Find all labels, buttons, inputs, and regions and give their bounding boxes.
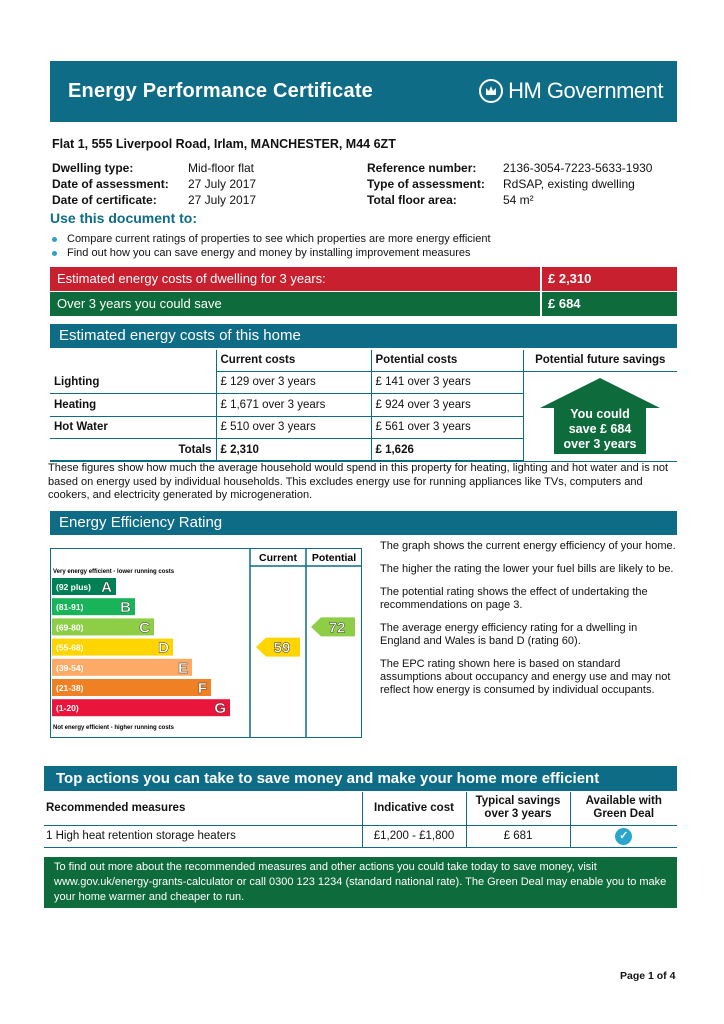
col-typical-savings-line1: Typical savings — [475, 795, 561, 808]
estimated-cost-value: £ 2,310 — [540, 267, 677, 291]
property-address: Flat 1, 555 Liverpool Road, Irlam, MANCHESTER, M44 6ZT — [52, 137, 396, 151]
meta-value: 2136-3054-7223-5633-1930 — [503, 161, 653, 175]
savings-label: Over 3 years you could save — [57, 296, 222, 311]
cost-current: £ 1,671 over 3 years — [216, 394, 371, 417]
costs-table — [50, 350, 677, 462]
measure-name: 1 High heat retention storage heaters — [44, 825, 362, 847]
meta-label: Date of certificate: — [52, 193, 157, 207]
totals-label: Totals — [50, 439, 216, 462]
cost-item: Lighting — [50, 371, 216, 394]
col-current-costs: Current costs — [216, 350, 371, 371]
hm-government-text: HM Government — [508, 78, 663, 103]
estimated-cost-bar — [50, 267, 677, 291]
meta-label: Total floor area: — [367, 193, 457, 207]
current-rating-value: 59 — [273, 639, 291, 657]
hm-government-logo — [478, 78, 663, 104]
rating-band-range: (55-68) — [56, 642, 84, 653]
actions-heading: Top actions you can take to save money and make your home more efficient — [44, 766, 677, 791]
col-recommended-measures: Recommended measures — [44, 792, 362, 825]
potential-rating-value: 72 — [328, 619, 346, 637]
rating-band-letter: G — [214, 700, 226, 718]
cost-current: £ 510 over 3 years — [216, 416, 371, 439]
rating-band-range: (69-80) — [56, 622, 84, 633]
meta-value: 54 m² — [503, 193, 534, 207]
table-header-blank — [50, 350, 216, 371]
actions-table — [44, 792, 677, 848]
meta-label: Type of assessment: — [367, 177, 485, 191]
rating-top-note: Very energy efficient - lower running costs — [53, 569, 175, 575]
use-document-title: Use this document to: — [50, 210, 198, 226]
list-item — [52, 232, 491, 246]
rating-band-letter: E — [177, 659, 188, 677]
col-green-deal-line1: Available with — [585, 795, 662, 808]
rating-bottom-note: Not energy efficient - higher running costs — [53, 725, 175, 731]
rating-band-range: (39-54) — [56, 662, 84, 673]
rating-explanation — [380, 540, 676, 707]
cost-potential: £ 561 over 3 years — [371, 416, 523, 439]
meta-label: Dwelling type: — [52, 161, 134, 175]
document-title: Energy Performance Certificate — [68, 80, 374, 102]
meta-label: Reference number: — [367, 161, 477, 175]
col-green-deal — [570, 792, 677, 825]
table-row — [44, 825, 677, 847]
rating-chart — [50, 548, 362, 738]
cost-item: Heating — [50, 394, 216, 417]
bullet-icon — [52, 237, 57, 242]
savings-arrow-icon — [524, 372, 676, 458]
rating-band-range: (1-20) — [56, 703, 79, 714]
measure-savings: £ 681 — [466, 825, 570, 847]
future-savings-cell — [523, 371, 677, 461]
savings-line-3: over 3 years — [563, 436, 636, 451]
col-green-deal-line2: Green Deal — [593, 808, 655, 821]
check-icon: ✓ — [615, 828, 632, 845]
meta-value: Mid-floor flat — [188, 161, 255, 175]
rating-paragraph: The graph shows the current energy efficiency of your home. — [380, 540, 676, 552]
rating-paragraph: The higher the rating the lower your fuel bills are likely to be. — [380, 563, 674, 575]
meta-value: 27 July 2017 — [188, 177, 257, 191]
rating-band-letter: F — [197, 680, 207, 697]
actions-footer: To find out more about the recommended measures and other actions you could take today to save money, visit www.gov.uk/energy-grants-calculator or call 0300 123 1234 (standard national rate). The Green Deal may enable you to make your home warmer and cheaper to run. — [44, 857, 677, 908]
rating-col-current: Current — [259, 552, 297, 564]
totals-potential: £ 1,626 — [371, 439, 523, 462]
list-item — [52, 246, 491, 260]
meta-value: 27 July 2017 — [188, 193, 257, 207]
rating-band-letter: B — [120, 599, 131, 617]
meta-value: RdSAP, existing dwelling — [503, 177, 635, 191]
meta-date-assessment — [52, 177, 169, 191]
estimated-cost-label: Estimated energy costs of dwelling for 3 years: — [57, 271, 326, 286]
meta-floor-area — [367, 193, 457, 207]
savings-line-2: save £ 684 — [568, 421, 631, 436]
savings-line-1: You could — [569, 406, 630, 421]
rating-band-letter: C — [139, 619, 150, 637]
cost-potential: £ 924 over 3 years — [371, 394, 523, 417]
rating-heading: Energy Efficiency Rating — [50, 511, 677, 535]
bullet-text: Compare current ratings of properties to see which properties are more energy efficient — [67, 233, 491, 245]
col-potential-costs: Potential costs — [371, 350, 523, 371]
crest-icon — [478, 78, 504, 104]
bullet-icon — [52, 251, 57, 256]
rating-paragraph: The EPC rating shown here is based on standard assumptions about occupancy and energy use and may not reflect how energy is consumed by individual occupants. — [380, 658, 671, 696]
cost-current: £ 129 over 3 years — [216, 371, 371, 394]
meta-label: Date of assessment: — [52, 177, 169, 191]
savings-value: £ 684 — [540, 292, 677, 316]
use-bullets — [52, 232, 491, 260]
rating-band-g — [52, 699, 230, 716]
cost-item: Hot Water — [50, 416, 216, 439]
cost-potential: £ 141 over 3 years — [371, 371, 523, 394]
totals-current: £ 2,310 — [216, 439, 371, 462]
col-future-savings: Potential future savings — [523, 350, 677, 371]
meta-dwelling-type — [52, 161, 133, 175]
rating-band-range: (21-38) — [56, 683, 84, 693]
table-row — [50, 371, 677, 394]
rating-col-potential: Potential — [311, 552, 357, 564]
rating-paragraph: The potential rating shows the effect of undertaking the recommendations on page 3. — [380, 586, 648, 611]
rating-paragraph: The average energy efficiency rating for a dwelling in England and Wales is band D (rating 60). — [380, 622, 638, 647]
header-banner — [50, 61, 677, 122]
col-typical-savings-line2: over 3 years — [484, 808, 552, 821]
measure-green-deal — [570, 825, 677, 847]
rating-band-range: (92 plus) — [56, 582, 91, 592]
meta-type-assessment — [367, 177, 485, 191]
rating-band-letter: D — [158, 639, 169, 657]
col-typical-savings — [466, 792, 570, 825]
rating-band-range: (81-91) — [56, 602, 84, 613]
measure-cost: £1,200 - £1,800 — [362, 825, 466, 847]
bullet-text: Find out how you can save energy and money by installing improvement measures — [67, 247, 471, 259]
meta-reference — [367, 161, 476, 175]
page-number: Page 1 of 4 — [620, 970, 676, 982]
meta-date-certificate — [52, 193, 157, 207]
costs-description: These figures show how much the average household would spend in this property for heating, lighting and hot water and is not based on energy used by individual households. This excludes energy use for running appliances like TVs, computers and cookers, and electricity generated by microgeneration. — [48, 462, 669, 501]
rating-band-letter: A — [101, 579, 112, 596]
costs-heading: Estimated energy costs of this home — [50, 324, 677, 348]
savings-bar — [50, 292, 677, 316]
col-indicative-cost: Indicative cost — [362, 792, 466, 825]
